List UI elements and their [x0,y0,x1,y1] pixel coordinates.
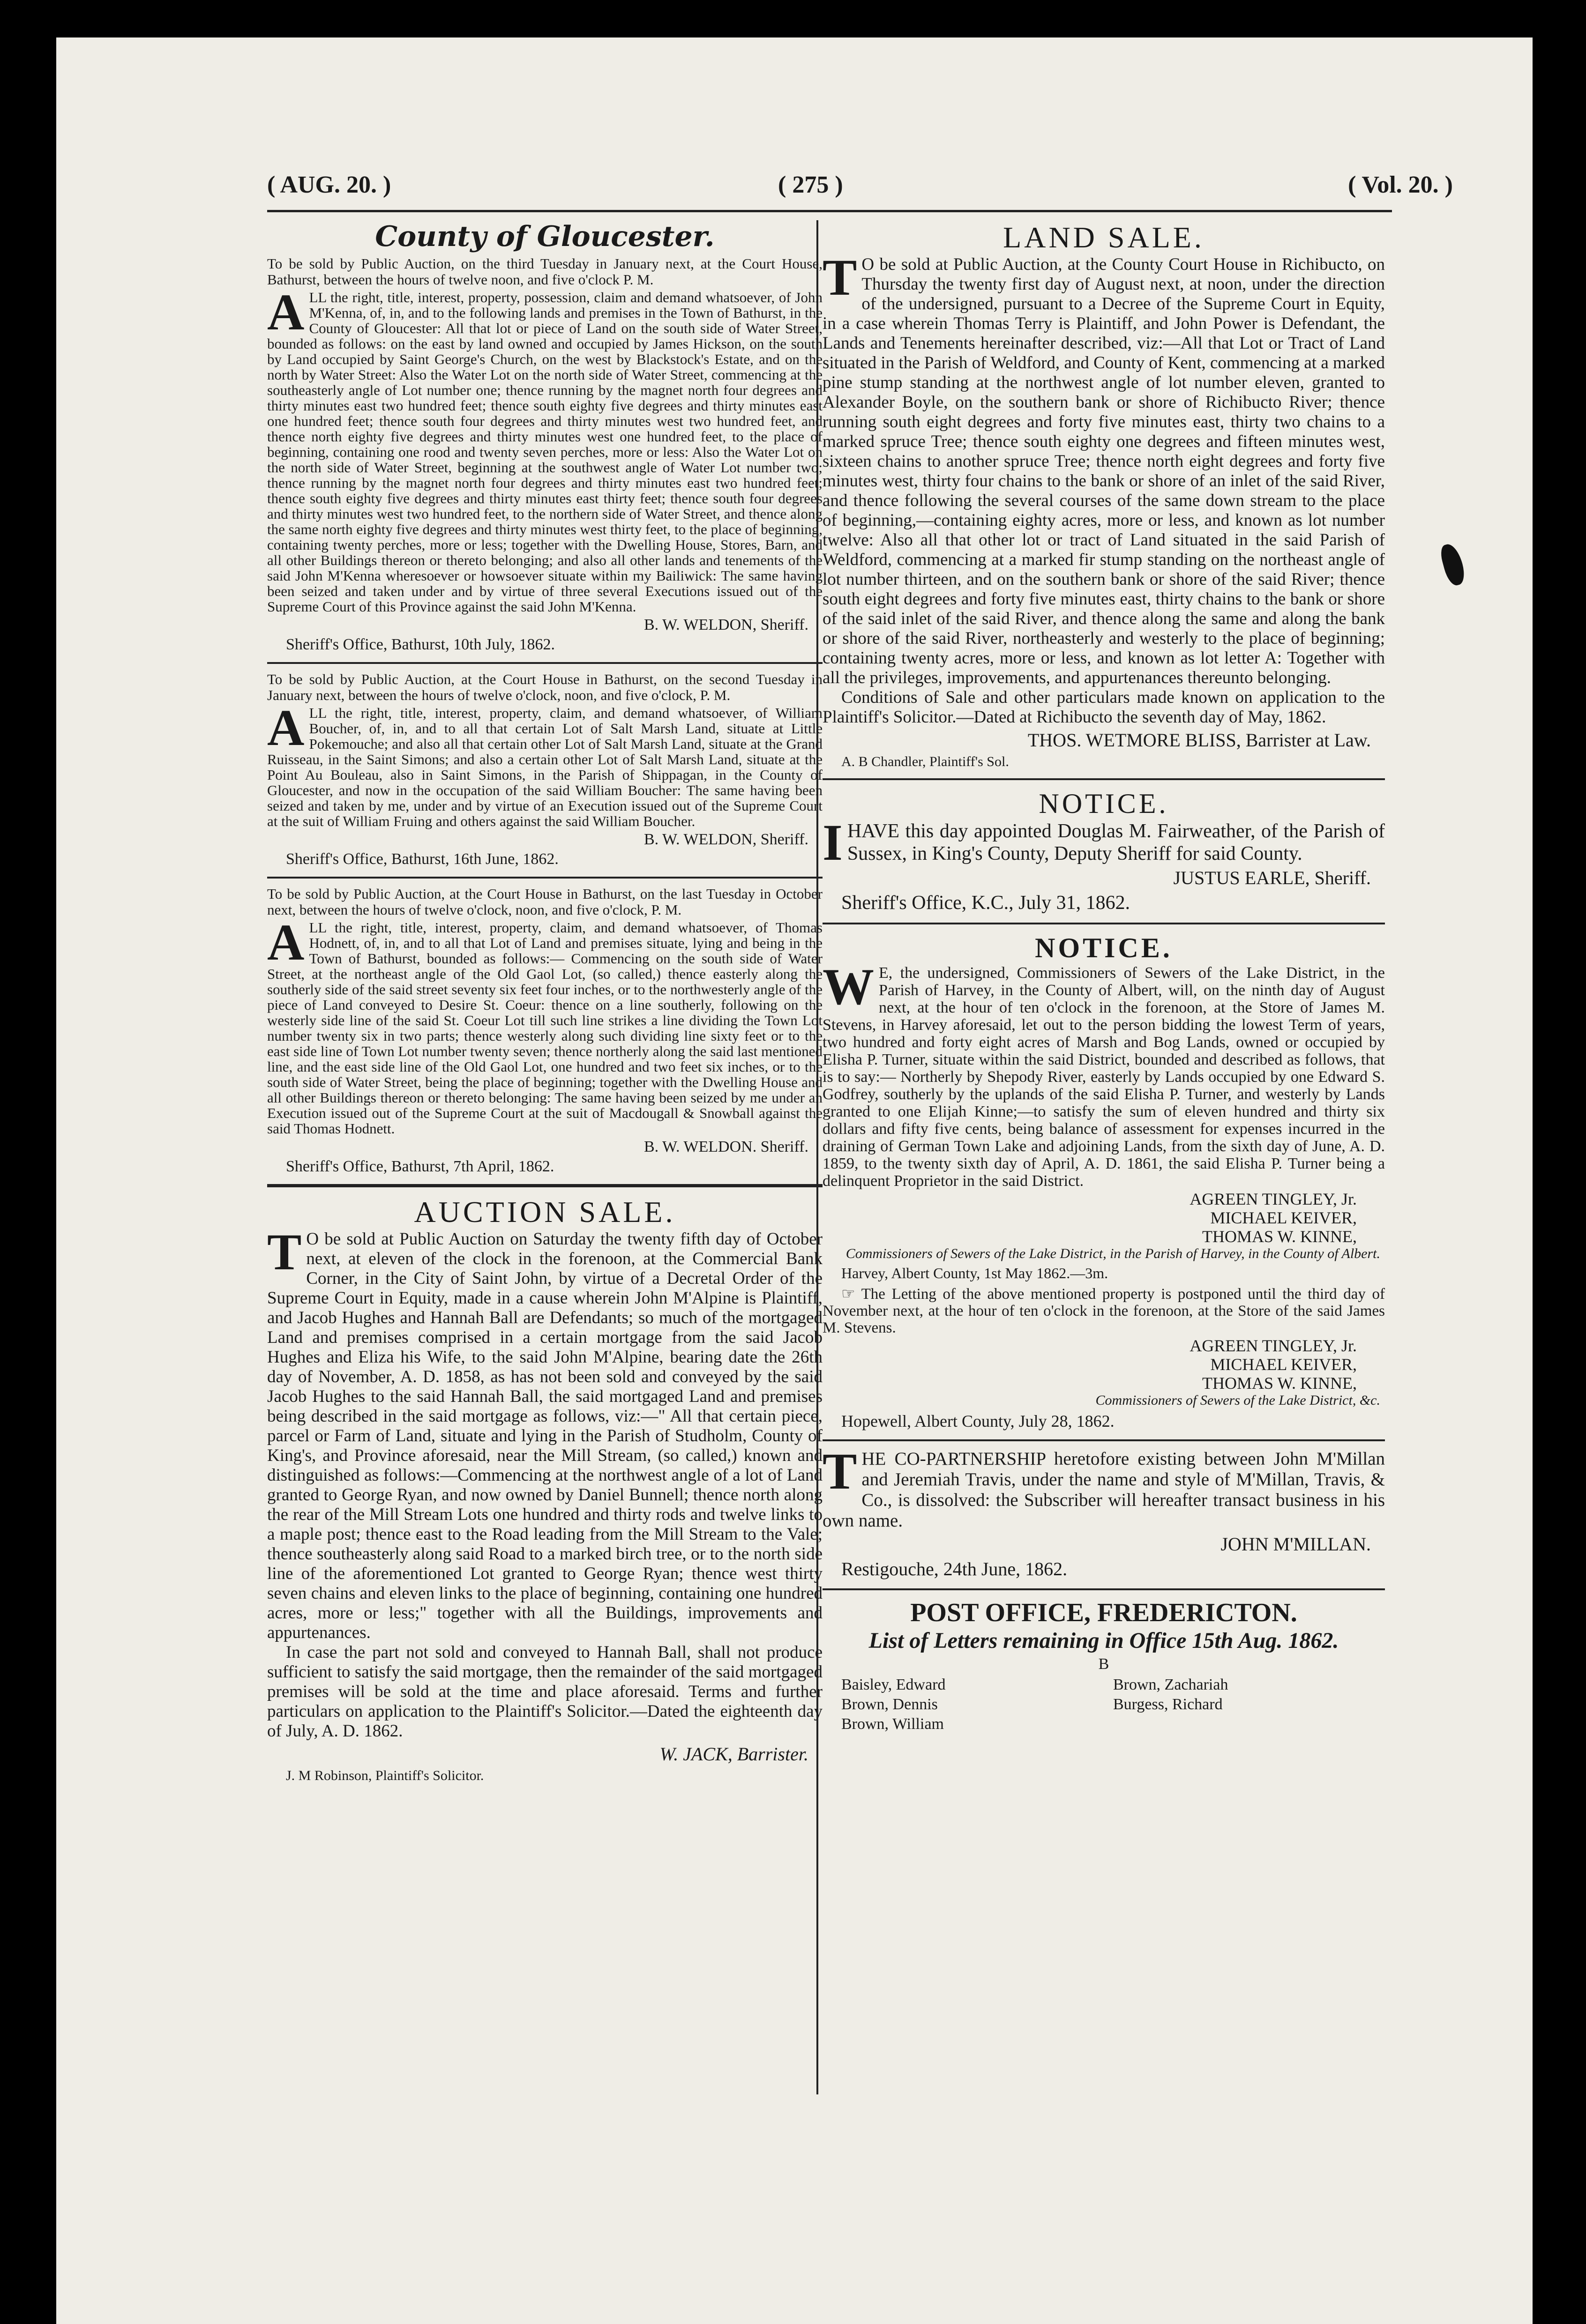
office-date: Sheriff's Office, Bathurst, 16th June, 1862. [286,850,559,868]
list-item: Baisley, Edward [841,1676,946,1693]
notice-body: T O be sold at Public Auction on Saturday the twenty fifth day of October next, at eleven of the clock in the forenoon, at the Commercial Bank Corner, in the City of Saint John, by virtue of a Decretal Order of the Supreme Court in Equity, made in a cause wherein John M'Alpine is Plaintiff, and Jacob Hughes and Hannah Ball are Defendants; so much of the mortgaged Land and premises comprised in a certain mortgage from the said Jacob Hughes and Eliza his Wife, to the said John M'Alpine, bearing date the 26th day of November, A. D. 1858, as has not been sold and conveyed by the said Jacob Hughes to the said Hannah Ball, the said mortgaged Land and premises being described in the said mortgage as follows, viz:—" All that certain piece, parcel or Farm of Land, situate and lying in the Parish of Studholm, County of King's, and Province aforesaid, near the Mill Stream, (so called,) known and distinguished as follows:—Commencing at the northwest angle of a lot of Land granted to George Ryan, and now owned by Daniel Bunnell; thence north along the rear of the Mill Stream Lots one hundred and thirty rods and twelve links to a maple post; thence east to the Road leading from the Mill Stream to the Vale; thence southeasterly along said Road to a marked birch tree, or to the north side line of the aforementioned Lot granted to George Ryan; thence west thirty seven chains and eleven links to the place of beginning, containing one hundred acres, more or less;" together with all the Buildings, improvements and appurtenances. [267,1223,823,1642]
subscriber-signature: JOHN M'MILLAN. [1220,1534,1371,1555]
drop-cap: W [823,958,874,1015]
divider [823,1588,1385,1590]
drop-cap: A [267,283,305,341]
commissioner-names: AGREEN TINGLEY, Jr. MICHAEL KEIVER, THOMAS W. KINNE, [1190,1190,1357,1246]
notice-body-2: Conditions of Sale and other particulars made known on application to the Plaintiff's Solicitor.—Dated at Richibucto the seventh day of May, 1862. [823,688,1385,727]
page-header [267,171,1453,204]
barrister-signature: THOS. WETMORE BLISS, Barrister at Law. [1027,730,1371,751]
divider [267,877,823,879]
drop-cap: I [823,814,843,871]
office-date: Sheriff's Office, K.C., July 31, 1862. [841,892,1130,914]
section-title: County of Gloucester. [375,220,715,253]
place-date: Restigouche, 24th June, 1862. [841,1558,1068,1579]
section-title: NOTICE. [1039,788,1169,819]
notice-body: ALL the right, title, interest, property, claim, and demand whatsoever, of William Boucher, of, in, and to all that certain Lot of Salt Marsh Land, situate at Little Pokemouche; and also all that certain other Lot of Salt Marsh Land, situate at the Grand Ruisseau, in the Saint Simons; and also a certain other Lot of Salt Marsh Land, situate at the Point Au Bouleau, also in Saint Simons, in the Parish of Shippagan, in the County of Gloucester, and now in the occupation of the said William Boucher: The same having been seized and taken by me, under and by virtue of an Execution issued out of the Supreme Court at the suit of William Fruing and others against the said William Boucher. [267,699,823,829]
sheriff-signature: B. W. WELDON. Sheriff. [643,1138,808,1155]
barrister-signature: W. JACK, Barrister. [659,1743,808,1765]
list-item [1113,1714,1385,1734]
office-date: Sheriff's Office, Bathurst, 10th July, 1862. [286,636,555,653]
drop-cap: T [267,1223,302,1281]
auction-sale-notice [267,1195,823,1784]
section-subtitle: List of Letters remaining in Office 15th Aug. 1862. [868,1628,1339,1653]
notice-body: ALL the right, title, interest, property, possession, claim and demand whatsoever, of John M'Kenna, of, in, and to the following lands and premises in the Town of Bathurst, in the County of Gloucester: All that lot or piece of Land on the south side of Water Street, bounded as follows: on the east by land owned and occupied by James Hickson, on the south by Land occupied by Saint George's Church, on the west by Blackstock's Estate, and on the north by Water Street: Also the Water Lot on the north side of Water Street, commencing at the southeasterly angle of Lot number one; thence running by the magnet north four degrees and thirty minutes east two hundred feet; thence south eighty five degrees and thirty minutes east one hundred feet; thence south four degrees and thirty minutes west two hundred feet, and thence north eighty five degrees and thirty minutes west one hundred feet, to the place of beginning, containing one rood and twenty seven perches, more or less: Also the Water Lot on the north side of Water Street, beginning at the southwest angle of Water Lot number two; thence running by the magnet north four degrees and thirty minutes east two hundred feet; thence south eighty five degrees and thirty minutes east thirty feet; thence south four degrees and thirty minutes west two hundred feet, to the northern side of Water Street, and thence along the same north eighty five degrees and thirty minutes west thirty feet, to the place of beginning, containing twenty perches, more or less; together with the Dwelling House, Stores, Barn, and all other Buildings thereon or thereto belonging; and also all other lands and tenements of the said John M'Kenna wheresoever or howsoever situate within my Bailiwick: The same having been seized and taken under and by virtue of three several Executions issued out of the Supreme Court of this Province against the said John M'Kenna. [267,283,823,615]
drop-cap: T [823,1443,857,1500]
solicitor: A. B Chandler, Plaintiff's Sol. [841,754,1009,769]
header-rule [267,210,1392,212]
deputy-sheriff-notice [823,788,1385,914]
letters-list [841,1675,1385,1734]
section-title: LAND SALE. [1003,221,1204,254]
commissioners-title: Commissioners of Sewers of the Lake District, in the Parish of Harvey, in the County of Albert. [845,1246,1380,1261]
notice-body: ALL the right, title, interest, property, claim, and demand whatsoever, of Thomas Hodnett, of, in, and to all that Lot of Land and premises situate, lying and being in the Town of Bathurst, bounded as follows:— Commencing on the south side of Water Street, at the northeast angle of the Old Gaol Lot, (so called,) thence easterly along the southerly side of the said street seventy six feet four inches, or to the northwesterly angle of the piece of Land conveyed to Desire St. Coeur: thence on a line southerly, following on the westerly side line of the said St. Coeur Lot till such line strikes a line dividing the Town Lot number twenty six in two parts; thence westerly along such dividing line sixty feet or to the east side line of Town Lot number twenty seven; thence northerly along the said last mentioned line, and the east side line of the Old Gaol Lot, one hundred and two feet six inches, or to the south side of Water Street, being the place of beginning; together with the Dwelling House and all other Buildings thereon or thereto belonging: The same having been seized by me under an Execution issued out of the Supreme Court at the suit of Macdougall & Snowball against the said Thomas Hodnett. [267,914,823,1137]
commissioner-names-2: AGREEN TINGLEY, Jr. MICHAEL KEIVER, THOMAS W. KINNE, [1190,1336,1357,1393]
auction-intro: To be sold by Public Auction, at the Court House in Bathurst, on the last Tuesday in October next, between the hours of twelve o'clock, noon, and five o'clock, P. M. [267,886,823,918]
notice-body-2: In case the part not sold and conveyed to Hannah Ball, shall not produce sufficient to satisfy the said mortgage, then the remainder of the said mortgaged premises will be sold at the time and place aforesaid. Terms and further particulars on application to the Plaintiff's Solicitor.—Dated the eighteenth day of July, A. D. 1862. [267,1643,823,1741]
office-date: Sheriff's Office, Bathurst, 7th April, 1862. [286,1158,554,1175]
divider [267,662,823,664]
auction-intro: To be sold by Public Auction, at the Court House in Bathurst, on the second Tuesday in January next, between the hours of twelve o'clock, noon, and five o'clock, P. M. [267,671,823,703]
sheriff-signature: JUSTUS EARLE, Sheriff. [1173,867,1371,888]
divider [823,778,1385,780]
gloucester-notice [267,220,823,654]
section-title: NOTICE. [1035,932,1173,963]
list-item: Brown, Dennis [841,1696,938,1713]
letter-heading: B [1098,1655,1109,1673]
notice-date-2: Hopewell, Albert County, July 28, 1862. [841,1412,1115,1430]
page-number: ( 275 ) [778,171,843,198]
commissioners-title-2: Commissioners of Sewers of the Lake District, &c. [1095,1393,1380,1408]
postponement: ☞ The Letting of the above mentioned property is postponed until the third day of November next, at the hour of ten o'clock in the forenoon, at the Store of the said James M. Stevens. [823,1286,1385,1336]
divider [823,1439,1385,1441]
notice-date: Harvey, Albert County, 1st May 1862.—3m. [841,1265,1108,1281]
auction-intro: To be sold by Public Auction, on the third Tuesday in January next, at the Court House, Bathurst, between the hours of twelve noon, and five o'clock P. M. [267,255,823,288]
list-item: Burgess, Richard [1113,1696,1223,1713]
notice-body: T O be sold at Public Auction, at the County Court House in Richibucto, on Thursday the twenty first day of August next, at noon, under the direction of the undersigned, pursuant to a Decree of the Supreme Court in Equity, in a case wherein Thomas Terry is Plaintiff, and John Power is Defendant, the Lands and Tenements hereinafter described, viz:—All that Lot or Tract of Land situated in the Parish of Weldford, and County of Kent, commencing at a marked pine stump standing at the northwest angle of lot number eleven, granted to Alexander Boyle, on the southern bank or shore of Richibucto River; thence running south eight degrees and forty five minutes east, thirty two chains to a marked spruce Tree; thence south eighty one degrees and fifteen minutes west, sixteen chains to another spruce Tree; thence north eight degrees and forty five minutes west, thirty four chains to the bank or shore of an inlet of the said River, and thence following the several courses of the same down stream to the place of beginning,—containing eighty acres, more or less, and known as lot number twelve: Also all that other lot or tract of Land situated in the said Parish of Weldford, commencing at a marked fir stump standing on the northeast angle of lot number thirteen, and on the southern bank or shore of the said River; thence south eight degrees and forty five minutes east, thirty chains to the bank or shore of the said inlet of the said River, and thence along the same and along the bank or shore of the said River, northeasterly and westerly to the place of beginning; containing twenty acres, more or less, and known as lot letter A: Together with all the privileges, improvements, and appurtenances thereunto belonging. [823,249,1385,687]
right-column [823,220,1385,2113]
volume-number: ( Vol. 20. ) [1348,171,1453,198]
divider [267,1184,823,1187]
solicitor: J. M Robinson, Plaintiff's Solicitor. [286,1768,484,1783]
list-item: Brown, William [841,1715,944,1733]
notice-body: IHAVE this day appointed Douglas M. Fairweather, of the Parish of Sussex, in King's County, Deputy Sheriff for said County. [823,814,1385,871]
drop-cap: T [823,249,857,306]
boucher-notice [267,671,823,868]
sheriff-signature: B. W. WELDON, Sheriff. [643,831,808,848]
land-sale-notice [823,220,1385,770]
copartnership-notice [823,1443,1385,1580]
divider [823,923,1385,924]
sheriff-signature: B. W. WELDON, Sheriff. [643,616,808,633]
section-title: AUCTION SALE. [414,1195,676,1229]
sewers-notice [823,932,1385,1431]
notice-body: THE CO-PARTNERSHIP heretofore existing between John M'Millan and Jeremiah Travis, under the name and style of M'Millan, Travis, & Co., is dissolved: the Subscriber will hereafter transact business in his own name. [823,1443,1385,1531]
notice-body: W E, the undersigned, Commissioners of Sewers of the Lake District, in the Parish of Harvey, in the County of Albert, will, on the ninth day of August next, at the hour of ten o'clock in the forenoon, at the Store of James M. Stevens, in Harvey aforesaid, let out to the person bidding the lowest Term of years, two hundred and forty eight acres of Marsh and Bog Lands, owned or occupied by Elisha P. Turner, situate within the said District, bounded and described as follows, that is to say:— Northerly by Shepody River, easterly by Lands occupied by one Edward S. Godfrey, southerly by the uplands of the said Elisha P. Turner, and westerly by Lands granted to one Elijah Kinne;—to satisfy the sum of eleven hundred and thirty six dollars and fifty five cents, being balance of assessment for expenses incurred in the draining of German Town Lake and adjoining Lands, from the sixth day of June, A. D. 1859, to the twenty sixth day of April, A. D. 1861, the said Elisha P. Turner being a delinquent Proprietor in the said District. [823,958,1385,1190]
post-office-list [823,1598,1385,1734]
drop-cap: A [267,699,305,756]
list-item: Brown, Zachariah [1113,1676,1228,1693]
section-title: POST OFFICE, FREDERICTON. [910,1598,1297,1627]
drop-cap: A [267,914,305,971]
hodnett-notice [267,886,823,1176]
issue-date: ( AUG. 20. ) [267,171,391,198]
left-column [267,220,823,2113]
